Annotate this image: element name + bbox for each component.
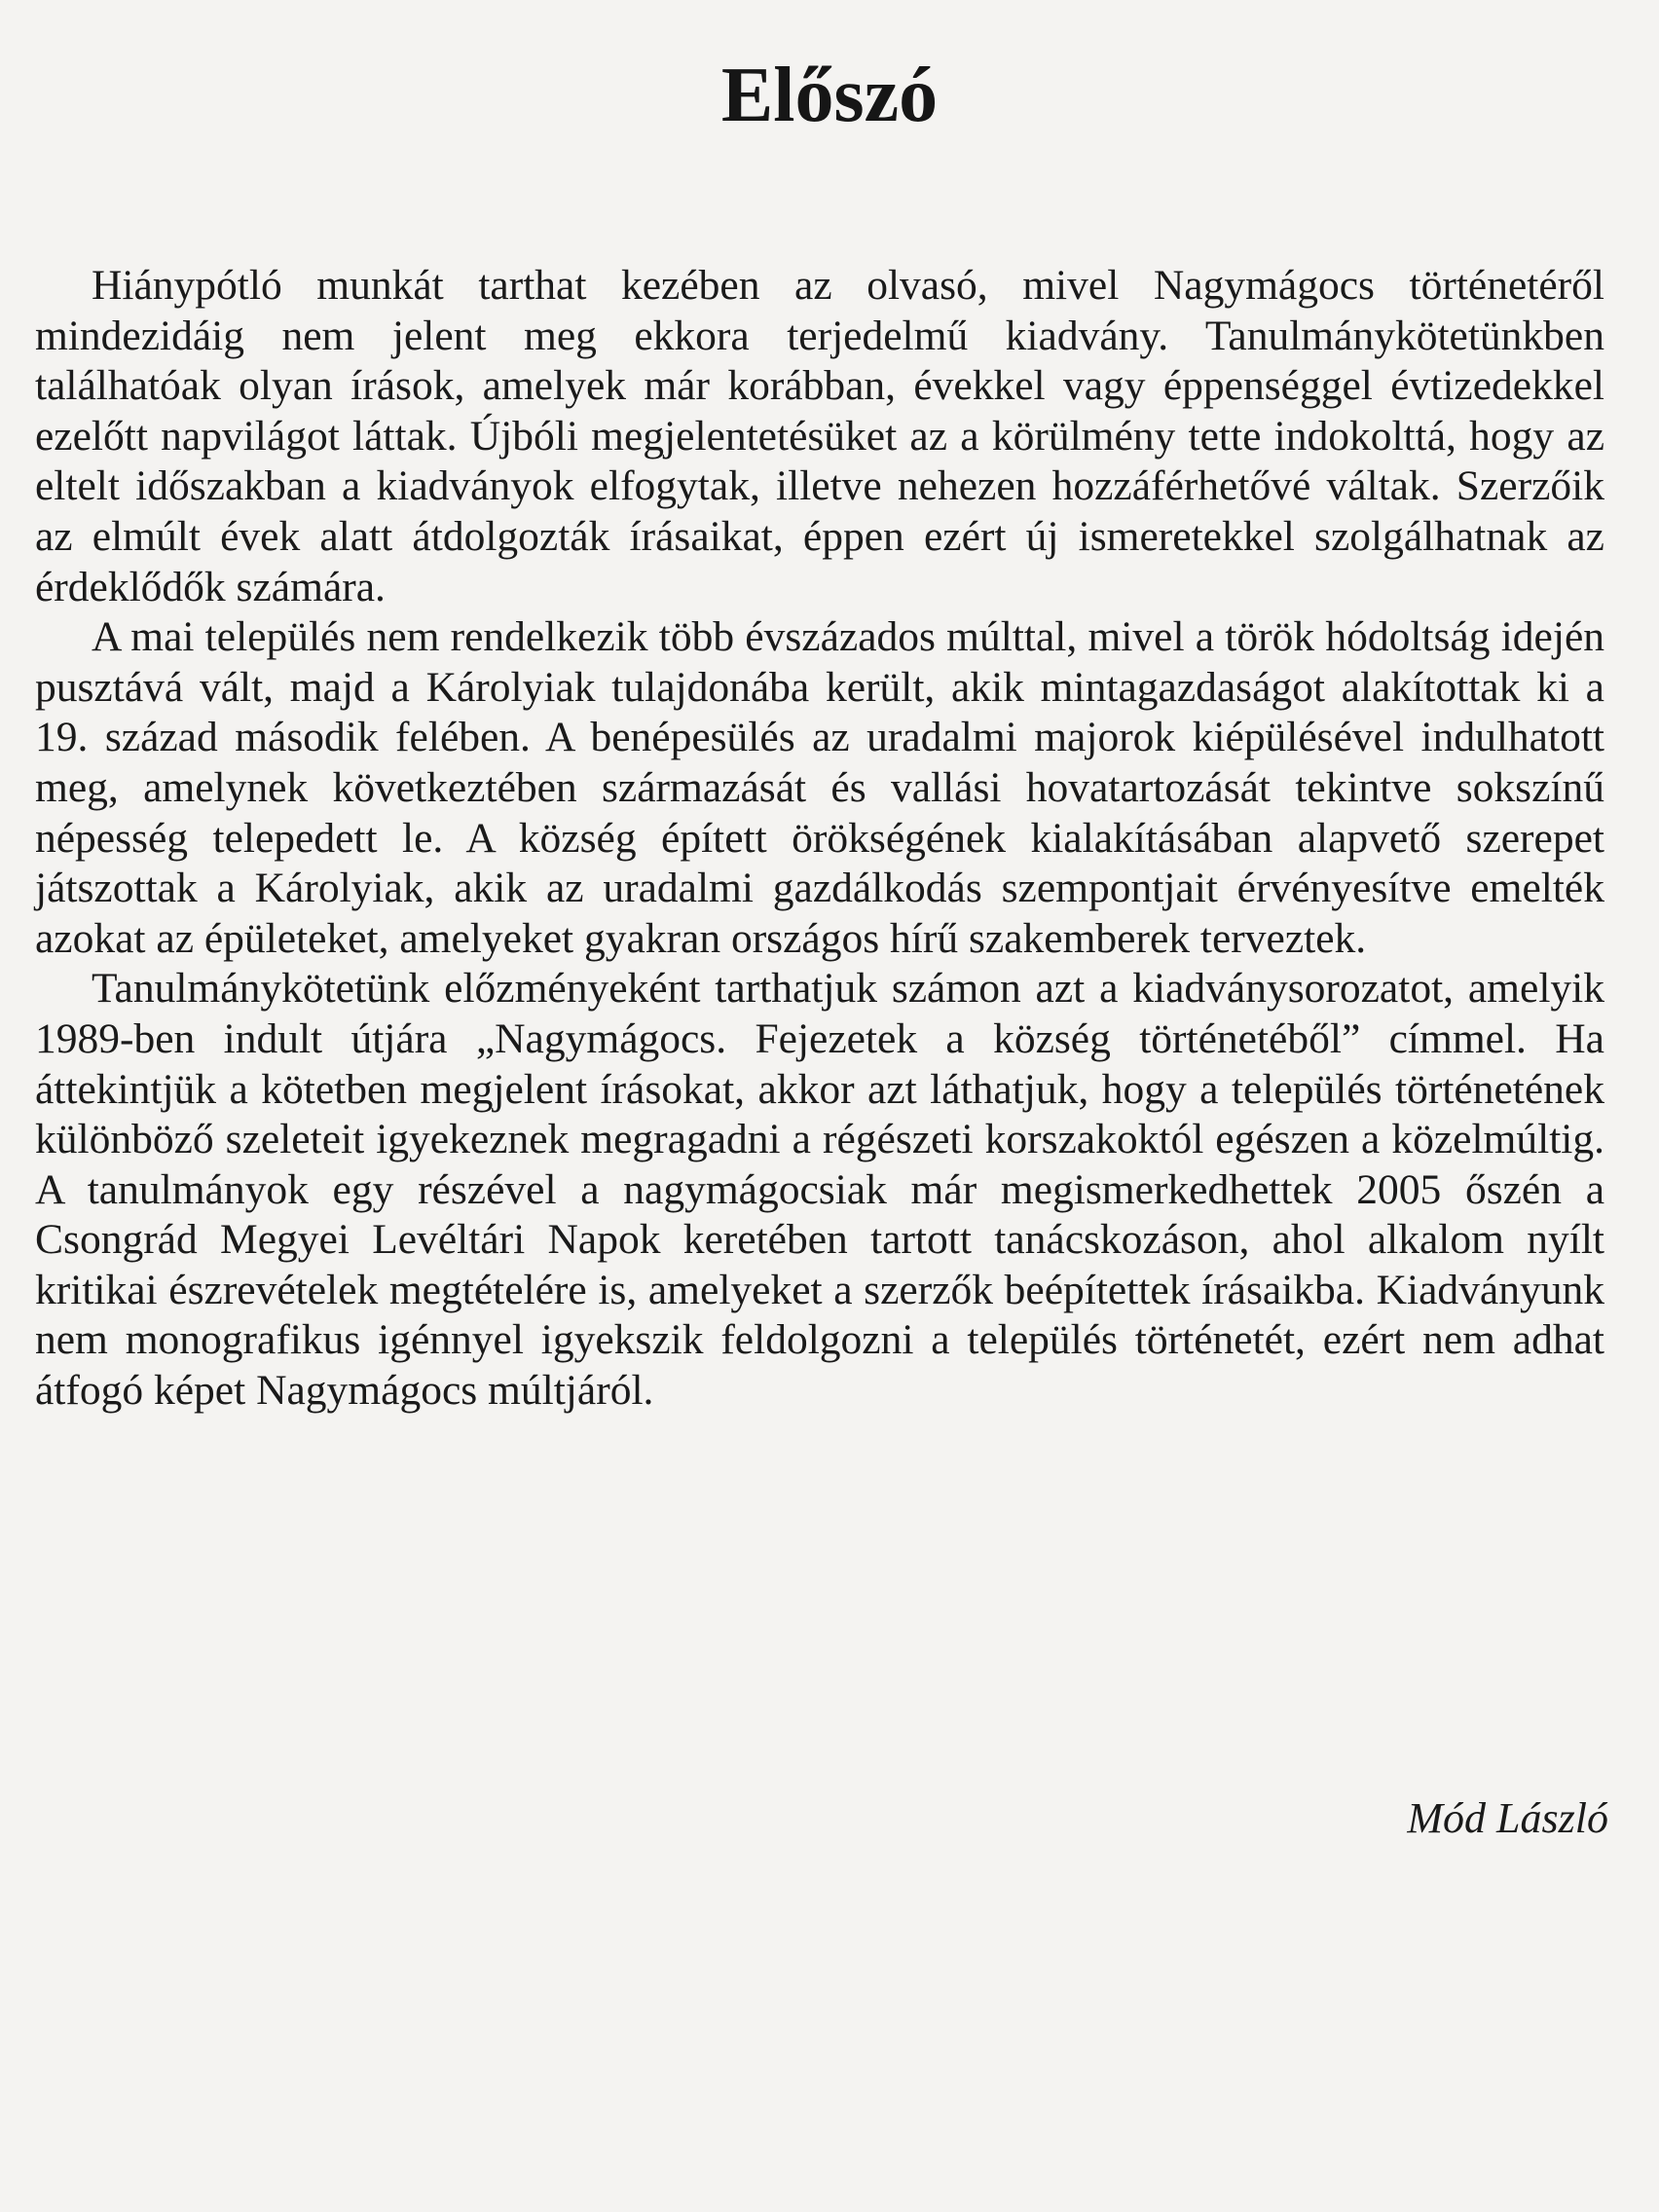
paragraph-3: Tanulmánykötetünk előzményeként tarthatjuk számon azt a kiadványsorozatot, amelyik 1989-ben indult útjára „Nagymágocs. Fejezetek a község történetéből” címmel. Ha áttekintjük a kötetben megjelent írásokat, akkor azt láthatjuk, hogy a település történetének különböző szeleteit igyekeznek megragadni a régészeti korszakoktól egészen a közelmúltig. A tanulmányok egy részével a nagymágocsiak már megismerkedhettek 2005 őszén a Csongrád Megyei Levéltári Napok keretében tartott tanácskozáson, ahol alkalom nyílt kritikai észrevételek megtételére is, amelyeket a szerzők beépítettek írásaikba. Kiadványunk nem monografikus igénnyel igyekszik feldolgozni a település történetét, ezért nem adhat átfogó képet Nagymágocs múltjáról. xyxy=(35,965,1604,1415)
page-title: Előszó xyxy=(720,53,939,138)
author-signature: Mód László xyxy=(1407,1794,1608,1842)
body-text xyxy=(35,261,1604,1417)
paragraph-1: Hiánypótló munkát tarthat kezében az olvasó, mivel Nagymágocs történetéről mindezidáig nem jelent meg ekkora terjedelmű kiadvány. Tanulmánykötetünkben találhatóak olyan írások, amelyek már korábban, évekkel vagy éppenséggel évtizedekkel ezelőtt napvilágot láttak. Újbóli megjelentetésüket az a körülmény tette indokolttá, hogy az eltelt időszakban a kiadványok elfogytak, illetve nehezen hozzáférhetővé váltak. Szerzőik az elmúlt évek alatt átdolgozták írásaikat, éppen ezért új ismeretekkel szolgálhatnak az érdeklődők számára. xyxy=(35,262,1604,610)
paragraph-2: A mai település nem rendelkezik több évszázados múlttal, mivel a török hódoltság idején pusztává vált, majd a Károlyiak tulajdonába került, akik mintagazdaságot alakítottak ki a 19. század második felében. A benépesülés az uradalmi majorok kiépülésével indulhatott meg, amelynek következtében származását és vallási hovatartozását tekintve sokszínű népesség telepedett le. A község épített örökségének kialakításában alapvető szerepet játszottak a Károlyiak, akik az uradalmi gazdálkodás szempontjait érvényesítve emelték azokat az épületeket, amelyeket gyakran országos hírű szakemberek terveztek. xyxy=(35,613,1604,962)
